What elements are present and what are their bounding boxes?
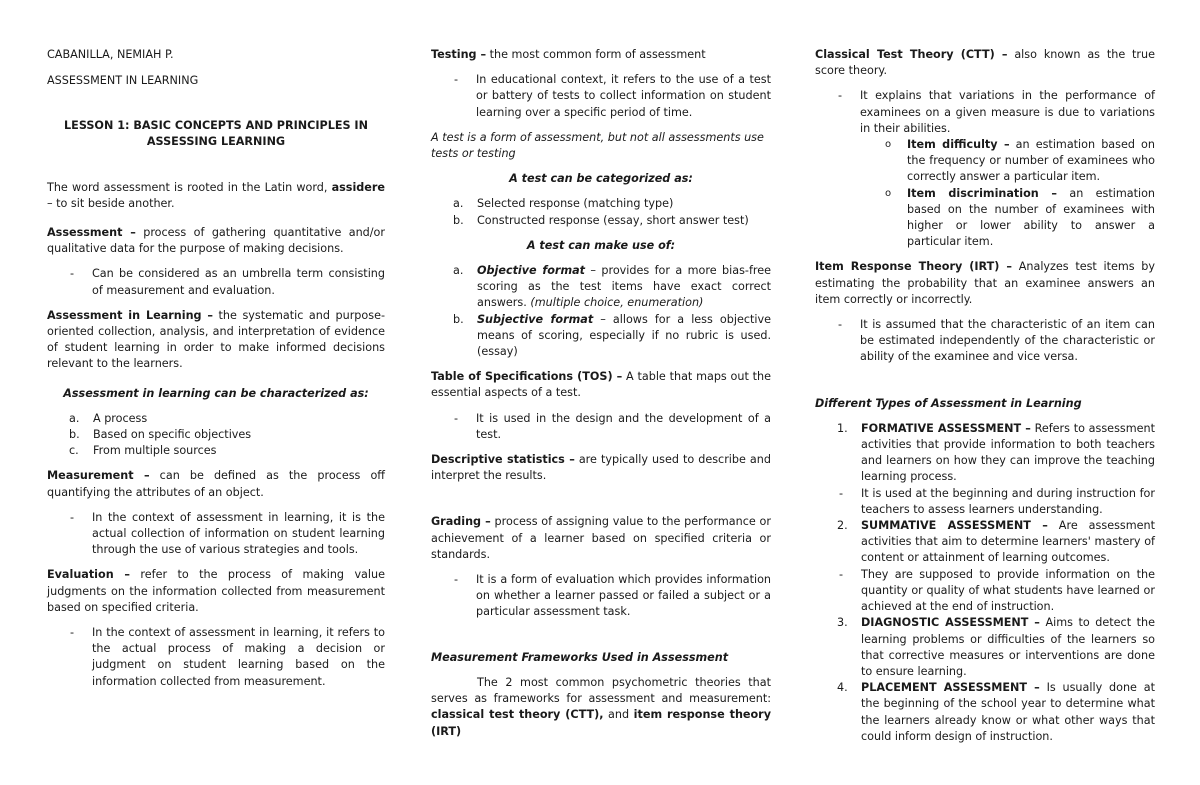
- measurement-bullet: - In the context of assessment in learning, it is the actual collection of information on student learning through the use of various strategies and tools.: [70, 510, 385, 557]
- irt-definition: Item Response Theory (IRT) – Analyzes test items by estimating the probability that an examinee answers an item correctly or incorrectly.: [815, 260, 1155, 306]
- list-item-diagnostic: 3. DIAGNOSTIC ASSESSMENT – Aims to detect the learning problems or difficulties of the learners so that corrective measures or interventions are done to ensure learning.: [837, 616, 1155, 678]
- item-difficulty: o Item difficulty – an estimation based on the frequency or number of examinees who correctly answer a particular item.: [885, 138, 1155, 184]
- evaluation-definition: Evaluation – refer to the process of making value judgments on the information collected from measurement based on specified criteria.: [47, 568, 385, 614]
- list-item-summative: 2. SUMMATIVE ASSESSMENT – Are assessment activities that aim to determine learners' mastery of content or attainment of learning outcomes.: [837, 519, 1155, 565]
- author-name: CABANILLA, NEMIAH P.: [47, 48, 174, 61]
- dash-marker: -: [70, 267, 75, 281]
- list-item-placement: 4. PLACEMENT ASSESSMENT – Is usually done at the beginning of the school year to determine what the learners already know or what other ways that could inform design of instruction.: [837, 681, 1155, 743]
- use-heading: A test can make use of:: [526, 238, 676, 252]
- list-item-formative: 1. FORMATIVE ASSESSMENT – Refers to assessment activities that provide information to both teachers and learners on how they can improve the teaching learning process.: [837, 421, 1155, 484]
- circle-bullet-icon: o: [885, 187, 892, 199]
- testing-bullet: - In educational context, it refers to the use of a test or battery of tests to collect information on student learning over a specific period of time.: [454, 73, 771, 119]
- list-item-subjective: b. Subjective format – allows for a less objective means of scoring, especially if no rubric is used. (essay): [453, 312, 771, 359]
- ctt-bullet: - It explains that variations in the performance of examinees on a given measure is due to variations in their abilities.: [838, 89, 1155, 135]
- list-item: b. Based on specific objectives: [69, 428, 252, 442]
- column-2: [431, 47, 771, 740]
- column-3: [815, 47, 1155, 745]
- characteristics-list: [47, 411, 385, 460]
- list-item: c. From multiple sources: [69, 444, 217, 458]
- category-list: [431, 196, 771, 228]
- list-item: b. Constructed response (essay, short answer test): [453, 213, 749, 227]
- assessment-in-learning-definition: Assessment in Learning – the systematic and purpose-oriented collection, analysis, and interpretation of evidence of student learning in order to make informed decisions relevant to the learners.: [47, 308, 385, 371]
- types-heading: Different Types of Assessment in Learning: [815, 396, 1082, 410]
- types-list: [815, 421, 1155, 745]
- assidere-term: assidere: [331, 180, 385, 194]
- evaluation-bullet: - In the context of assessment in learning, it refers to the actual process of making a decision or judgment on student learning based on the information collected from measurement.: [70, 626, 385, 688]
- formative-note: - It is used at the beginning and during instruction for teachers to assess learners understanding.: [839, 486, 1155, 516]
- irt-bullet: - It is assumed that the characteristic of an item can be estimated independently of the characteristic or ability of the examinee and vice versa.: [838, 318, 1155, 364]
- ctt-definition: Classical Test Theory (CTT) – also known as the true score theory.: [815, 48, 1156, 78]
- measurement-frameworks-paragraph: The 2 most common psychometric theories that serves as frameworks for assessment and measurement: classical test theory (CTT), and item response theory (IRT): [431, 675, 771, 738]
- column-1: [47, 47, 385, 690]
- grading-bullet: - It is a form of evaluation which provides information on whether a learner passed or failed a subject or a particular assessment task.: [454, 573, 771, 619]
- tos-definition: Table of Specifications (TOS) – A table that maps out the essential aspects of a test.: [431, 370, 771, 400]
- format-list: [431, 263, 771, 360]
- lesson-title: LESSON 1: BASIC CONCEPTS AND PRINCIPLES IN ASSESSING LEARNING: [64, 119, 368, 149]
- tos-bullet: - It is used in the design and the development of a test.: [454, 411, 771, 441]
- grading-definition: Grading – process of assigning value to the performance or achievement of a learner based on specified criteria or standards.: [431, 515, 771, 561]
- testing-definition: Testing – the most common form of assessment: [431, 48, 706, 61]
- list-item: a. Selected response (matching type): [453, 197, 674, 211]
- summative-note: - They are supposed to provide information on the quantity or quality of what students have learned or achieved at the end of instruction.: [839, 567, 1155, 614]
- list-item-objective: a. Objective format – provides for a more bias-free scoring as the test items have exact correct answers. (multiple choice, enumeration): [453, 264, 772, 310]
- assessment-definition: Assessment – process of gathering quantitative and/or qualitative data for the purpose of making decisions.: [47, 226, 385, 256]
- categorized-heading: A test can be categorized as:: [509, 172, 693, 186]
- assessment-root-paragraph: The word assessment is rooted in the Latin word, assidere – to sit beside another.: [47, 180, 385, 210]
- descriptive-statistics-definition: Descriptive statistics – are typically used to describe and interpret the results.: [431, 453, 771, 483]
- measurement-frameworks-heading: Measurement Frameworks Used in Assessment: [431, 650, 729, 664]
- circle-bullet-icon: o: [885, 139, 892, 151]
- characterized-heading: Assessment in learning can be characterized as:: [63, 386, 369, 400]
- assessment-bullet: - Can be considered as an umbrella term consisting of measurement and evaluation.: [70, 267, 385, 297]
- test-note: A test is a form of assessment, but not all assessments use tests or testing: [431, 130, 764, 161]
- list-item: a. A process: [69, 411, 148, 425]
- measurement-definition: Measurement – can be defined as the process off quantifying the attributes of an object.: [47, 469, 386, 499]
- course-title: ASSESSMENT IN LEARNING: [47, 74, 199, 87]
- item-discrimination: o Item discrimination – an estimation based on the number of examinees with higher or lower ability to answer a particular item.: [885, 186, 1156, 249]
